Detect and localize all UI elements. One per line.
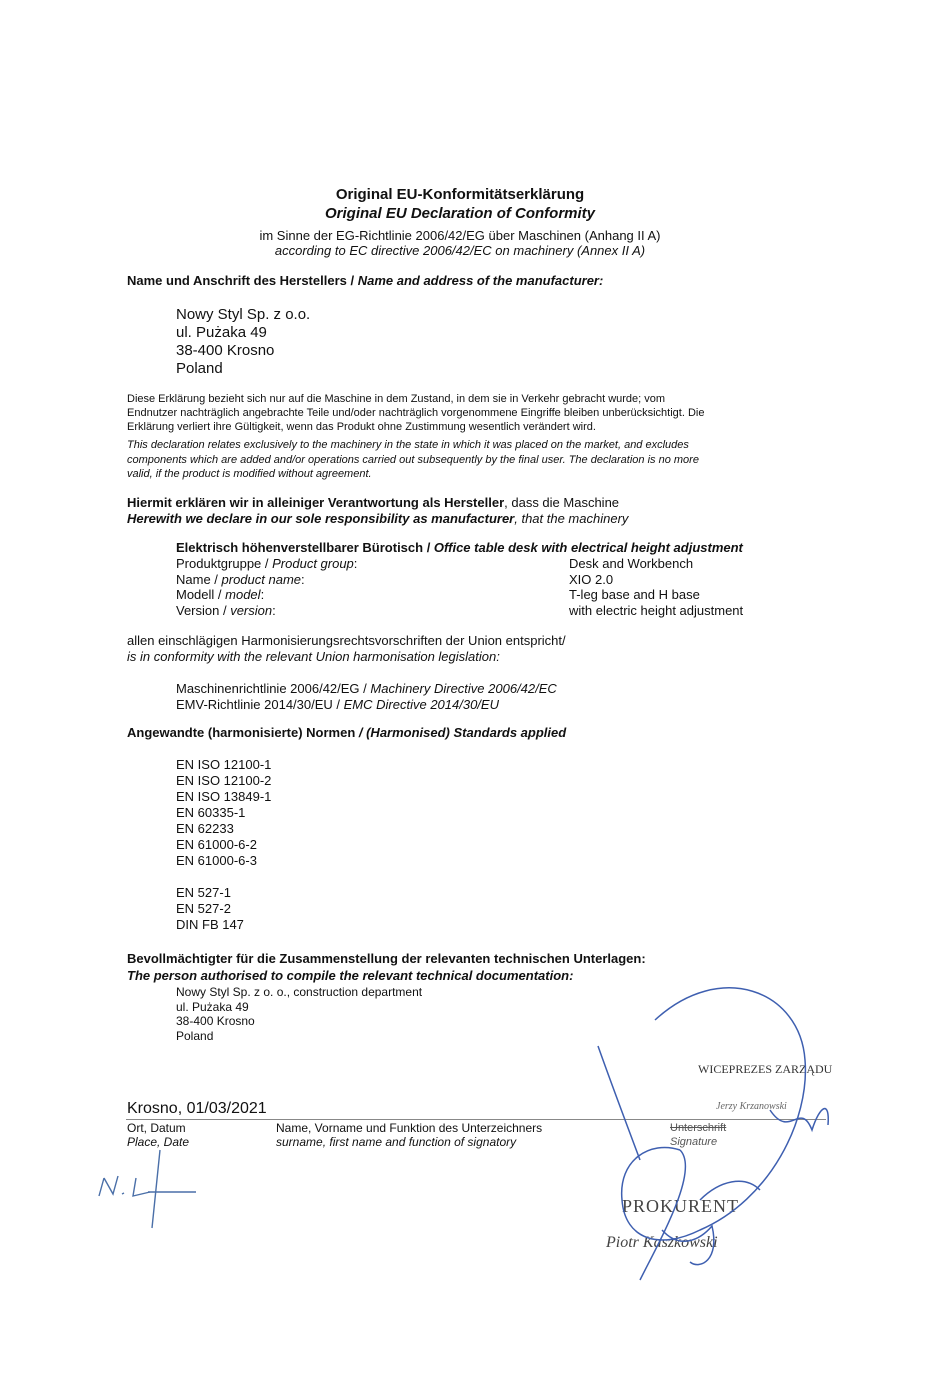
address-line: Nowy Styl Sp. z o.o. — [176, 306, 311, 323]
directive-item: EMV-Richtlinie 2014/30/EU / EMC Directive 2014/30/EU — [176, 697, 499, 712]
authorised-heading-de: Bevollmächtigter für die Zusammenstellung der relevanten technischen Unterlagen: — [127, 951, 646, 966]
name-label-en: surname, first name and function of signatory — [276, 1135, 517, 1149]
standard-item: EN 62233 — [176, 821, 234, 836]
standard-item: EN ISO 13849-1 — [176, 789, 272, 804]
title-de: Original EU-Konformitätserklärung — [335, 186, 585, 203]
product-label: Name / product name: — [176, 571, 305, 587]
address-line: Poland — [176, 360, 223, 377]
declare-en: Herewith we declare in our sole responsibility as manufacturer, that the machinery — [127, 511, 629, 526]
stamp-proxy-name: Piotr Kaszkowski — [606, 1234, 718, 1251]
signature-label-en: Signature — [670, 1136, 718, 1148]
stamp-proxy-title: PROKURENT — [622, 1196, 740, 1216]
place-date: Krosno, 01/03/2021 — [127, 1100, 267, 1117]
right-signature — [598, 988, 828, 1280]
left-signature — [99, 1150, 196, 1228]
product-label: Modell / model: — [176, 587, 265, 603]
standard-item: EN ISO 12100-1 — [176, 757, 272, 772]
address-line: ul. Pużaka 49 — [176, 999, 249, 1014]
ort-label: Ort, Datum — [127, 1121, 186, 1135]
product-value: T-leg base and H base — [569, 587, 700, 603]
standard-item: EN 527-2 — [176, 901, 231, 916]
product-value: with electric height adjustment — [569, 603, 744, 619]
address-line: ul. Pużaka 49 — [176, 324, 267, 341]
address-line: Poland — [176, 1028, 214, 1043]
authorised-heading-en: The person authorised to compile the relevant technical documentation: — [127, 968, 574, 983]
stamp-vp-title: WICEPREZES ZARZĄDU — [698, 1062, 833, 1076]
product-value: Desk and Workbench — [569, 556, 694, 571]
standard-item: EN 60335-1 — [176, 805, 246, 820]
title-en: Original EU Declaration of Conformity — [324, 205, 596, 222]
place-label: Place, Date — [127, 1135, 190, 1149]
product-heading: Elektrisch höhenverstellbarer Bürotisch / Office table desk with electrical height adjustment — [176, 540, 743, 555]
standards-heading: Angewandte (harmonisierte) Normen / (Harmonised) Standards applied — [127, 725, 567, 740]
manufacturer-heading: Name und Anschrift des Herstellers / Name and address of the manufacturer: — [127, 273, 604, 288]
signature-label-de: Unterschrift — [670, 1122, 727, 1134]
product-label: Version / version: — [176, 603, 276, 619]
directive-item: Maschinenrichtlinie 2006/42/EG / Machinery Directive 2006/42/EC — [176, 681, 557, 696]
product-label: Produktgruppe / Product group: — [176, 556, 358, 571]
product-value: XIO 2.0 — [569, 571, 614, 587]
directive-de: im Sinne der EG-Richtlinie 2006/42/EG über Maschinen (Anhang II A) — [259, 228, 661, 243]
address-line: Nowy Styl Sp. z o. o., construction department — [176, 985, 423, 999]
conformity-de: allen einschlägigen Harmonisierungsrechtsvorschriften der Union entspricht/ — [127, 633, 566, 648]
standard-item: DIN FB 147 — [176, 917, 244, 932]
directive-en: according to EC directive 2006/42/EC on machinery (Annex II A) — [274, 243, 646, 258]
conformity-en: is in conformity with the relevant Union harmonisation legislation: — [127, 649, 500, 664]
address-line: 38-400 Krosno — [176, 1014, 255, 1028]
disclaimer-en: This declaration relates exclusively to the machinery in the state in which it was placed on the market, and excludes components which are added and/or operations carried out subsequently by the final user. The declaration is no more valid, if the product is modified without agreement. — [127, 439, 699, 480]
standard-item: EN 61000-6-2 — [176, 837, 257, 852]
standard-item: EN 527-1 — [176, 885, 231, 900]
name-label-de: Name, Vorname und Funktion des Unterzeichners — [276, 1121, 543, 1135]
standard-item: EN 61000-6-3 — [176, 853, 257, 868]
declare-de: Hiermit erklären wir in alleiniger Verantwortung als Hersteller, dass die Maschine — [127, 495, 620, 510]
stamp-vp-name: Jerzy Krzanowski — [716, 1101, 787, 1112]
disclaimer-de: Diese Erklärung bezieht sich nur auf die Maschine in dem Zustand, in dem sie in Verkehr gebracht wurde; vom Endnutzer nachträglich angebrachte Teile und/oder nachträglich vorgenommene Eingriffe bleiben unberücksichtigt. Die Erklärung verliert ihre Gültigkeit, wenn das Produkt ohne Zustimmung wesentlich verändert wird. — [127, 393, 705, 433]
address-line: 38-400 Krosno — [176, 342, 275, 359]
standard-item: EN ISO 12100-2 — [176, 773, 272, 788]
